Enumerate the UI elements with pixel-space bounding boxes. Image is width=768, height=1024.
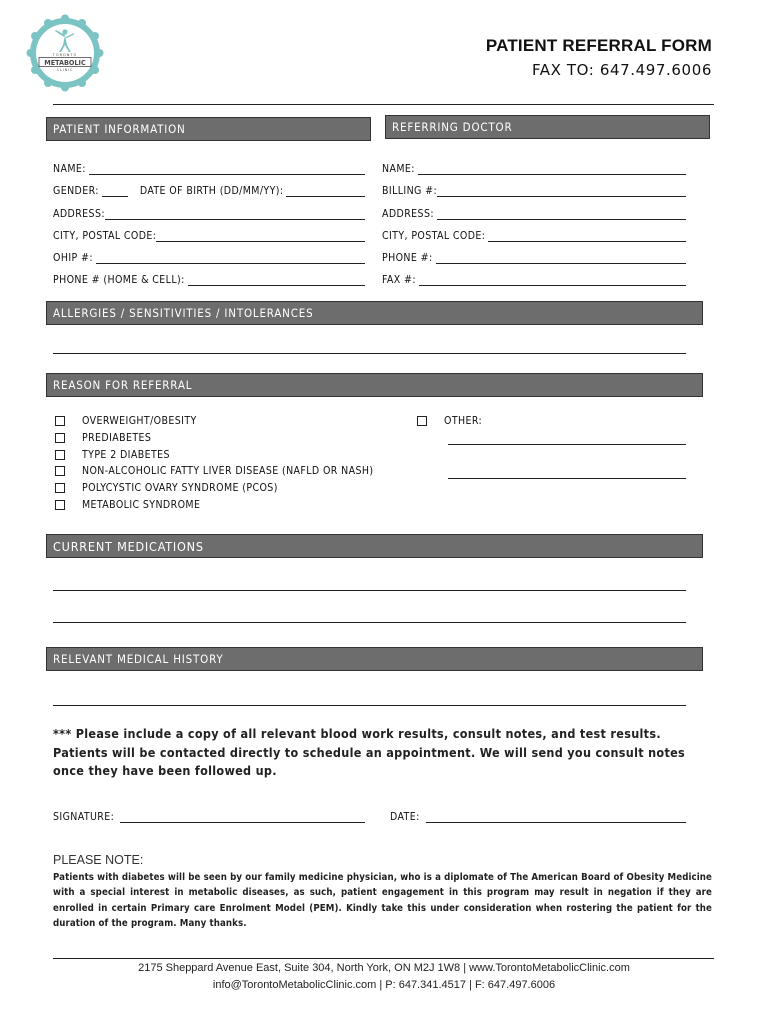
medications-line[interactable] [53,622,686,623]
patient-name-input[interactable] [89,163,365,175]
checkbox[interactable] [55,500,65,510]
please-note-heading: PLEASE NOTE: [53,853,144,867]
checkbox[interactable] [417,416,427,426]
please-note-body: Patients with diabetes will be seen by our family medicine physician, who is a diplomate of The American Board of Obesity Medicine with a special interest in metabolic diseases, as such, patient engagement in this program may result in negation if they are enrolled in certain Primary care Enrolment Model (PEM). Kindly take this under consideration when rostering the patient for the duration of the program. Many thanks. [53,872,712,930]
doctor-fax-field[interactable] [382,272,686,286]
medications-line[interactable] [53,590,686,591]
footer-divider [53,958,714,959]
patient-address-field[interactable] [53,206,365,220]
patient-address-label: ADDRESS: [53,207,105,220]
other-line[interactable] [448,478,686,479]
other-line[interactable] [448,444,686,445]
date-field[interactable] [390,809,686,823]
reason-checkbox-list [55,413,374,513]
logo-bottom-text: CLINIC [56,68,74,72]
patient-city-field[interactable] [53,228,365,242]
section-allergies: ALLERGIES / SENSITIVITIES / INTOLERANCES [46,301,703,325]
reason-label: POLYCYSTIC OVARY SYNDROME (PCOS) [82,482,278,495]
logo-badge-icon [26,14,104,92]
reason-label: OVERWEIGHT/OBESITY [82,415,197,427]
reason-label: TYPE 2 DIABETES [82,448,170,461]
patient-dob-label: DATE OF BIRTH (DD/MM/YY): [139,185,284,198]
doctor-phone-field[interactable] [382,250,686,264]
patient-gender-input[interactable] [102,185,128,197]
doctor-name-field[interactable] [382,161,686,175]
patient-phone-label: PHONE # (HOME & CELL): [53,274,185,287]
doctor-fax-input[interactable] [419,274,686,286]
signature-label: SIGNATURE: [53,811,115,823]
patient-phone-input[interactable] [188,274,365,286]
patient-ohip-input[interactable] [96,252,365,264]
reason-checkbox-item[interactable] [55,447,374,463]
doctor-name-input[interactable] [418,163,686,175]
checkbox[interactable] [55,450,65,460]
doctor-address-input[interactable] [437,208,686,220]
instructions-note: *** Please include a copy of all relevant blood work results, consult notes, and test results. Patients will be contacted directly to schedule an appointment. We will send you consult notes once they have been followed up. [53,726,686,778]
clinic-logo [26,14,104,92]
patient-name-field[interactable] [53,161,365,175]
checkbox[interactable] [55,466,65,476]
doctor-phone-input[interactable] [436,252,686,264]
signature-input[interactable] [120,811,365,823]
patient-ohip-field[interactable] [53,250,365,264]
reason-checkbox-item[interactable] [55,463,374,479]
doctor-address-field[interactable] [382,206,686,220]
reason-checkbox-item[interactable] [55,497,374,513]
section-referring-doctor: REFERRING DOCTOR [385,115,710,139]
reason-label: METABOLIC SYNDROME [82,498,201,511]
doctor-fax-label: FAX #: [382,274,416,287]
form-title: PATIENT REFERRAL FORM [485,36,712,55]
signature-field[interactable] [53,809,365,823]
doctor-name-label: NAME: [382,163,415,175]
section-current-medications: CURRENT MEDICATIONS [46,534,703,558]
date-label: DATE: [390,811,420,823]
logo-name-text: METABOLIC [44,57,86,67]
header-divider [53,104,714,105]
doctor-city-label: CITY, POSTAL CODE: [382,229,486,242]
patient-gender-label: GENDER: [53,185,99,198]
reason-checkbox-item[interactable] [55,480,374,496]
section-relevant-medical-history: RELEVANT MEDICAL HISTORY [46,647,703,671]
patient-address-input[interactable] [105,208,365,220]
patient-gender-dob-row [53,183,365,197]
history-line[interactable] [53,705,686,706]
reason-checkbox-item[interactable] [55,430,374,446]
checkbox[interactable] [55,433,65,443]
doctor-billing-field[interactable] [382,183,686,197]
doctor-billing-input[interactable] [437,185,686,197]
logo-top-text: TORONTO [52,53,78,57]
reason-label: PREDIABETES [82,431,152,444]
footer-address: 2175 Sheppard Avenue East, Suite 304, North York, ON M2J 1W8 | www.TorontoMetabolicClinic.com [138,962,630,974]
doctor-city-input[interactable] [488,230,686,242]
doctor-fields [382,161,686,286]
fax-number: FAX TO: 647.497.6006 [531,61,712,79]
section-reason-for-referral: REASON FOR REFERRAL [46,373,703,397]
patient-city-input[interactable] [156,230,365,242]
allergies-line[interactable] [53,353,686,354]
date-input[interactable] [426,811,686,823]
doctor-address-label: ADDRESS: [382,207,434,220]
checkbox[interactable] [55,483,65,493]
patient-city-label: CITY, POSTAL CODE: [53,229,157,242]
reason-other-label: OTHER: [444,415,483,427]
patient-dob-input[interactable] [286,185,365,197]
reason-checkbox-item[interactable] [55,413,374,429]
footer-contact: info@TorontoMetabolicClinic.com | P: 647.341.4517 | F: 647.497.6006 [212,979,556,991]
doctor-city-field[interactable] [382,228,686,242]
reason-label: NON-ALCOHOLIC FATTY LIVER DISEASE (NAFLD OR NASH) [82,465,374,478]
patient-ohip-label: OHIP #: [53,252,93,265]
checkbox[interactable] [55,416,65,426]
patient-name-label: NAME: [53,163,86,175]
reason-other-item[interactable] [417,413,482,429]
patient-phone-field[interactable] [53,272,365,286]
section-patient-information: PATIENT INFORMATION [46,117,371,141]
patient-fields [53,161,365,286]
doctor-phone-label: PHONE #: [382,252,433,265]
doctor-billing-label: BILLING #: [382,185,438,198]
